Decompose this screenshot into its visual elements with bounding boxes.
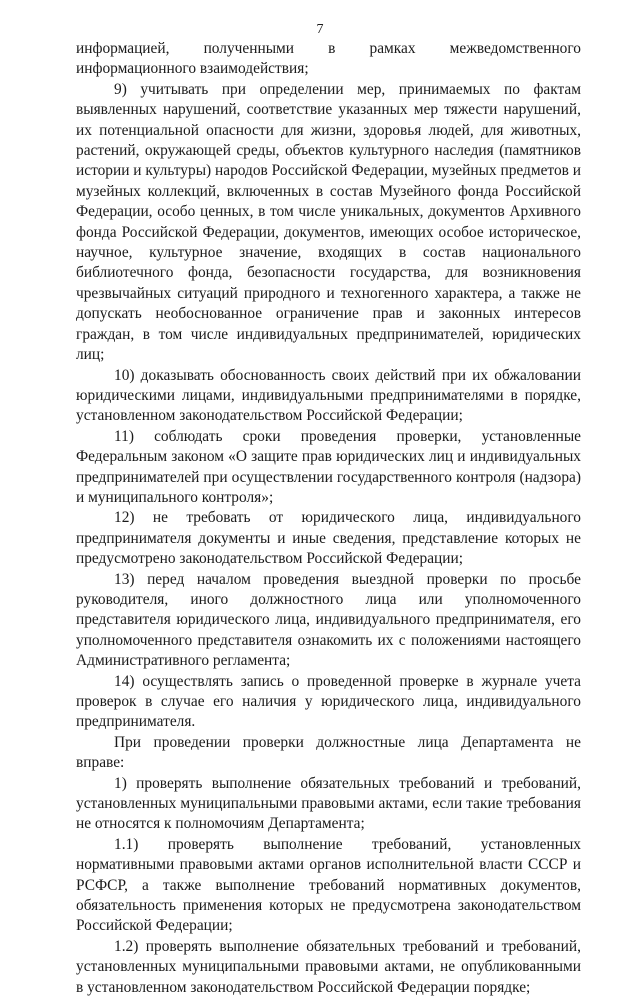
document-body — [76, 39, 581, 998]
paragraph-item-13: 13) перед началом проведения выездной проверки по просьбе руководителя, иного должностного лица или уполномоченного представителя юридического лица, индивидуального предпринимателя, его уполномоченного представителя ознакомить их с положениями настоящего Административного регламента; — [76, 570, 581, 670]
paragraph-prohibitions-intro: При проведении проверки должностные лица Департамента не вправе: — [76, 733, 581, 772]
paragraph-item-11: 11) соблюдать сроки проведения проверки, установленные Федеральным законом «О защите прав юридических лиц и индивидуальных предпринимателей при осуществлении государственного контроля (надзора) и муниципального контроля»; — [76, 427, 581, 506]
page-number: 7 — [316, 22, 324, 37]
paragraph-item-9: 9) учитывать при определении мер, принимаемых по фактам выявленных нарушений, соответствие указанных мер тяжести нарушений, их потенциальной опасности для жизни, здоровья людей, для животных, растений, окружающей среды, объектов культурного наследия (памятников истории и культуры) народов Российской Федерации, музейных предметов и музейных коллекций, включенных в состав Музейного фонда Российской Федерации, особо ценных, в том числе уникальных, документов Архивного фонда Российской Федерации, документов, имеющих особое историческое, научное, культурное значение, входящих в состав национального библиотечного фонда, безопасности государства, для возникновения чрезвычайных ситуаций природного и техногенного характера, а также не допускать необоснованное ограничение прав и законных интересов граждан, в том числе индивидуальных предпринимателей, юридических лиц; — [76, 80, 581, 364]
paragraph-prohibition-1-2: 1.2) проверять выполнение обязательных требований и требований, установленных муниципальными правовыми актами, не опубликованными в установленном законодательством Российской Федерации порядке; — [76, 937, 581, 996]
paragraph-continuation: информацией, полученными в рамках межведомственного информационного взаимодействия; — [76, 40, 581, 78]
paragraph-item-10: 10) доказывать обоснованность своих действий при их обжаловании юридическими лицами, индивидуальными предпринимателями в порядке, установленном законодательством Российской Федерации; — [76, 366, 581, 425]
paragraph-item-14: 14) осуществлять запись о проведенной проверке в журнале учета проверок в случае его наличия у юридического лица, индивидуального предпринимателя. — [76, 672, 581, 731]
paragraph-prohibition-1-1: 1.1) проверять выполнение требований, установленных нормативными правовыми актами органов исполнительной власти СССР и РСФСР, а также выполнение требований нормативных документов, обязательность применения которых не предусмотрена законодательством Российской Федерации; — [76, 835, 581, 935]
paragraph-prohibition-1: 1) проверять выполнение обязательных требований и требований, установленных муниципальными правовыми актами, если такие требования не относятся к полномочиям Департамента; — [76, 774, 581, 833]
paragraph-item-12: 12) не требовать от юридического лица, индивидуального предпринимателя документы и иные сведения, представление которых не предусмотрено законодательством Российской Федерации; — [76, 509, 581, 568]
